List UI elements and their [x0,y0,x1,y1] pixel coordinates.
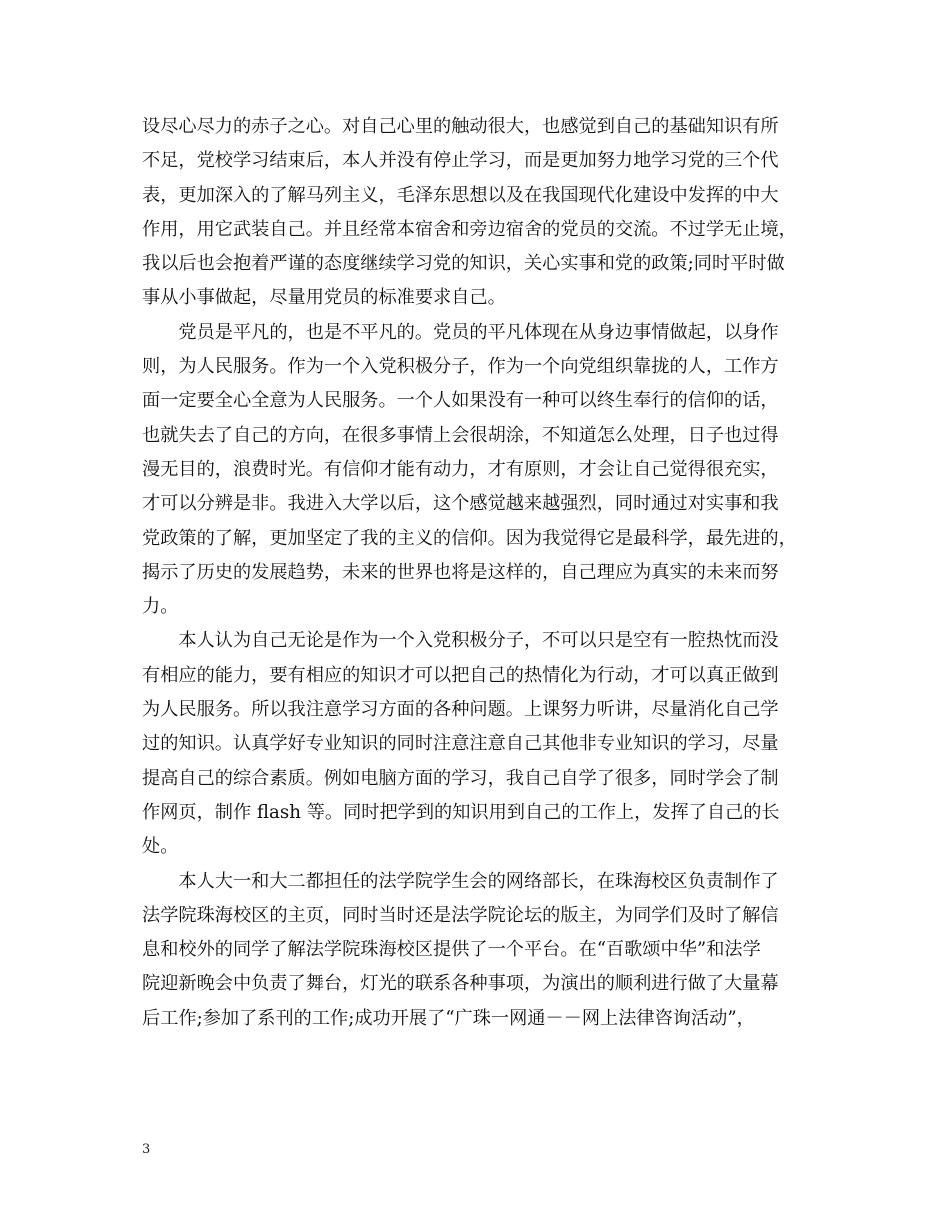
text-line: 不足，党校学习结束后，本人并没有停止学习，而是更加努力地学习党的三个代 [142,150,779,172]
text-line: 作网页，制作 flash 等。同时把学到的知识用到自己的工作上，发挥了自己的长 [142,801,780,823]
text-line: 后工作;参加了系刊的工作;成功开展了“广珠一网通－－网上法律咨询活动”， [142,1007,755,1029]
text-line: 事从小事做起，尽量用党员的标准要求自己。 [142,287,506,309]
paragraph [142,624,822,864]
text-line: 过的知识。认真学好专业知识的同时注意注意自己其他非专业知识的学习，尽量 [142,733,779,755]
text-line: 法学院珠海校区的主页，同时当时还是法学院论坛的版主，为同学们及时了解信 [142,904,779,926]
text-line: 我以后也会抱着严谨的态度继续学习党的知识，关心实事和党的政策;同时平时做 [142,253,785,275]
text-line: 揭示了历史的发展趋势，未来的世界也将是这样的，自己理应为真实的未来而努 [142,561,779,583]
paragraph [142,865,822,1036]
paragraph [142,316,822,625]
paragraph [142,110,822,316]
text-line: 才可以分辨是非。我进入大学以后，这个感觉越来越强烈，同时通过对实事和我 [142,493,779,515]
page-number: 3 [142,1142,151,1157]
text-line: 漫无目的，浪费时光。有信仰才能有动力，才有原则，才会让自己觉得很充实， [142,458,779,480]
text-line: 有相应的能力，要有相应的知识才可以把自己的热情化为行动，才可以真正做到 [142,664,779,686]
text-line: 为人民服务。所以我注意学习方面的各种问题。上课努力听讲，尽量消化自己学 [142,699,779,721]
text-line: 面一定要全心全意为人民服务。一个人如果没有一种可以终生奉行的信仰的话， [142,390,779,412]
text-line: 则，为人民服务。作为一个入党积极分子，作为一个向党组织靠拢的人，工作方 [142,356,779,378]
text-line: 处。 [142,836,179,858]
text-line: 作用，用它武装自己。并且经常本宿舍和旁边宿舍的党员的交流。不过学无止境， [142,218,797,240]
text-line: 表，更加深入的了解马列主义，毛泽东思想以及在我国现代化建设中发挥的中大 [142,184,779,206]
text-line: 力。 [142,596,179,618]
text-line: 息和校外的同学了解法学院珠海校区提供了一个平台。在“百歌颂中华”和法学 [142,939,761,961]
text-line: 党员是平凡的，也是不平凡的。党员的平凡体现在从身边事情做起，以身作 [178,321,779,343]
text-line: 本人大一和大二都担任的法学院学生会的网络部长，在珠海校区负责制作了 [178,870,779,892]
text-line: 提高自己的综合素质。例如电脑方面的学习，我自己自学了很多，同时学会了制 [142,767,779,789]
text-line: 院迎新晚会中负责了舞台，灯光的联系各种事项，为演出的顺利进行做了大量幕 [142,973,779,995]
text-line: 也就失去了自己的方向，在很多事情上会很胡涂，不知道怎么处理，日子也过得 [142,424,779,446]
text-line: 本人认为自己无论是作为一个入党积极分子，不可以只是空有一腔热忱而没 [178,630,779,652]
text-line: 设尽心尽力的赤子之心。对自己心里的触动很大，也感觉到自己的基础知识有所 [142,116,779,137]
text-line: 党政策的了解，更加坚定了我的主义的信仰。因为我觉得它是最科学，最先进的， [142,527,797,549]
document-body [142,110,822,1036]
